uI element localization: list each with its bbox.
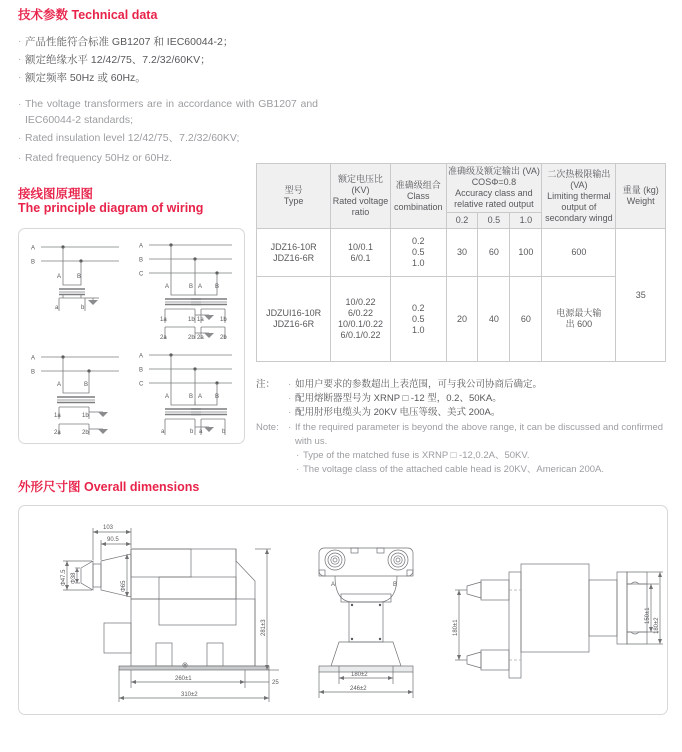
svg-text:a: a xyxy=(199,429,203,435)
svg-text:C: C xyxy=(139,381,144,388)
dimensions-svg xyxy=(19,506,667,714)
wiring-q4 xyxy=(139,353,232,435)
svg-text:B: B xyxy=(189,284,194,290)
bullet-text: 额定频率 50Hz 或 60Hz。 xyxy=(25,72,146,84)
technical-data-title-cn: 技术参数 xyxy=(18,8,69,22)
dim-25: 25 xyxy=(272,680,279,686)
wiring-q1 xyxy=(31,245,119,311)
cell-out-10: 60 xyxy=(510,277,542,362)
bullet-dot-icon: · xyxy=(288,407,292,418)
bullet-dot-icon: · xyxy=(18,54,22,65)
svg-text:B: B xyxy=(77,274,82,280)
svg-text:b: b xyxy=(222,429,226,435)
note-text: 配用熔断器型号为 XRNP □ -12 型，0.2、50KA。 xyxy=(295,393,502,404)
cell-out-10: 100 xyxy=(510,229,542,277)
dim-top-180-1: 180±1 xyxy=(453,619,459,636)
bullet-item xyxy=(18,96,318,128)
bullet-text: 额定绝缘水平 12/42/75、7.2/32/60KV； xyxy=(25,54,211,66)
notes-cn xyxy=(256,378,668,420)
wiring-diagram-panel xyxy=(18,228,245,444)
bullet-text: Rated frequency 50Hz or 60Hz. xyxy=(25,152,173,164)
spec-table xyxy=(256,163,666,362)
front-label-a: A xyxy=(331,582,336,588)
dimension-view-side xyxy=(61,525,279,702)
note-text: The voltage class of the attached cable head is 20KV、American 200A. xyxy=(303,464,605,475)
th-thermal: 二次热极限输出 (VA) Limiting thermal output of secondary wingd xyxy=(542,164,616,229)
th-sub-02: 0.2 xyxy=(446,213,478,229)
dim-top-150: 150±1 xyxy=(645,607,651,624)
svg-text:2a: 2a xyxy=(54,430,61,436)
svg-text:A: A xyxy=(139,353,144,360)
note-item xyxy=(296,449,668,463)
bullet-item xyxy=(18,130,318,148)
bullet-item xyxy=(18,33,318,51)
dim-phi38: Φ38 xyxy=(71,572,77,584)
dim-phi65: Φ65 xyxy=(121,580,127,592)
note-item xyxy=(288,392,668,406)
dim-90-5: 90.5 xyxy=(107,537,119,543)
svg-text:B: B xyxy=(215,394,220,400)
svg-text:a: a xyxy=(161,429,165,435)
dimension-view-front xyxy=(319,548,413,698)
svg-text:B: B xyxy=(189,394,194,400)
technical-data-bullets-en xyxy=(18,96,318,168)
svg-text:A: A xyxy=(57,382,62,388)
note-item xyxy=(296,463,668,477)
cell-thermal: 600 xyxy=(542,229,616,277)
dim-281: 281±3 xyxy=(261,619,267,636)
svg-text:A: A xyxy=(57,274,62,280)
dim-260: 260±1 xyxy=(175,676,192,682)
svg-text:1a: 1a xyxy=(197,317,204,323)
th-class: 准确级组合 Class combination xyxy=(390,164,446,229)
wiring-q2 xyxy=(139,243,232,341)
note-item xyxy=(288,378,668,392)
cell-out-02: 20 xyxy=(446,277,478,362)
wiring-diagram-title xyxy=(18,187,203,215)
bullet-dot-icon: · xyxy=(288,393,292,404)
wiring-title-en-line xyxy=(18,201,203,215)
svg-text:B: B xyxy=(215,284,220,290)
technical-data-section xyxy=(18,8,318,168)
svg-text:1a: 1a xyxy=(54,413,61,419)
bullet-dot-icon: · xyxy=(296,464,300,475)
svg-text:1b: 1b xyxy=(82,413,89,419)
svg-text:A: A xyxy=(31,355,36,362)
bullet-text: Rated insulation level 12/42/75、7.2/32/60KV; xyxy=(25,132,240,144)
th-type: 型号 Type xyxy=(257,164,331,229)
cell-out-05: 40 xyxy=(478,277,510,362)
svg-text:2b: 2b xyxy=(188,335,195,341)
notes-en xyxy=(256,421,668,477)
cell-ratio: 10/0.1 6/0.1 xyxy=(331,229,391,277)
svg-text:b: b xyxy=(190,429,194,435)
svg-text:b: b xyxy=(81,305,85,311)
cell-thermal: 电源最大输 出 600 xyxy=(542,277,616,362)
svg-text:C: C xyxy=(139,271,144,278)
table-row xyxy=(257,229,666,277)
svg-text:A: A xyxy=(198,394,203,400)
th-accuracy: 准确级及额定输出 (VA) COSΦ=0.8 Accuracy class and relative rated output xyxy=(446,164,542,213)
table-header-row-1 xyxy=(257,164,666,213)
cell-type: JDZ16-10R JDZ16-6R xyxy=(257,229,331,277)
svg-text:1b: 1b xyxy=(188,317,195,323)
svg-text:2b: 2b xyxy=(82,430,89,436)
svg-text:1a: 1a xyxy=(160,317,167,323)
cell-class: 0.2 0.5 1.0 xyxy=(390,277,446,362)
wiring-label-a: A xyxy=(31,245,36,252)
dim-103: 103 xyxy=(103,525,114,531)
bullet-text: The voltage transformers are in accordance with GB1207 and IEC60044-2 standards; xyxy=(25,98,318,126)
svg-text:B: B xyxy=(31,369,36,376)
dimensions-panel xyxy=(18,505,668,715)
technical-data-bullets-cn xyxy=(18,33,318,87)
notes-label-cn: 注： xyxy=(256,379,276,390)
wiring-title-en: The principle diagram of wiring xyxy=(18,201,204,215)
bullet-item xyxy=(18,69,318,87)
wiring-label-b: B xyxy=(31,259,36,266)
cell-weight: 35 xyxy=(616,229,666,362)
svg-text:2b: 2b xyxy=(220,335,227,341)
th-ratio: 额定电压比 (KV) Rated voltage ratio xyxy=(331,164,391,229)
bullet-text: 产品性能符合标准 GB1207 和 IEC60044-2； xyxy=(25,36,234,48)
wiring-title-cn-line xyxy=(18,187,203,201)
svg-text:2a: 2a xyxy=(160,335,167,341)
svg-text:A: A xyxy=(165,284,170,290)
cell-out-05: 60 xyxy=(478,229,510,277)
bullet-dot-icon: · xyxy=(18,72,22,83)
th-sub-05: 0.5 xyxy=(478,213,510,229)
svg-text:B: B xyxy=(84,382,89,388)
svg-text:2a: 2a xyxy=(197,335,204,341)
svg-text:1b: 1b xyxy=(220,317,227,323)
dimensions-title-en: Overall dimensions xyxy=(84,480,200,494)
bullet-dot-icon: · xyxy=(18,153,22,164)
dim-top-180-2: 180±2 xyxy=(654,617,660,634)
technical-data-title-en: Technical data xyxy=(71,8,158,22)
dim-front-246: 246±2 xyxy=(350,686,367,692)
bullet-dot-icon: · xyxy=(288,422,292,433)
note-item xyxy=(288,406,668,420)
bullet-dot-icon: · xyxy=(288,379,292,390)
cell-out-02: 30 xyxy=(446,229,478,277)
front-label-b: B xyxy=(393,582,398,588)
bullet-dot-icon: · xyxy=(18,99,22,110)
bullet-item xyxy=(18,51,318,69)
note-text: 如用户要求的参数超出上表范围，可与我公司协商后确定。 xyxy=(295,379,543,390)
specification-table xyxy=(256,163,666,362)
wiring-diagram-svg xyxy=(19,229,244,443)
bullet-dot-icon: · xyxy=(296,450,300,461)
svg-text:B: B xyxy=(139,257,144,264)
cell-class: 0.2 0.5 1.0 xyxy=(390,229,446,277)
svg-text:A: A xyxy=(198,284,203,290)
wiring-q3 xyxy=(31,355,119,436)
note-text: If the required parameter is beyond the above range, it can be discussed and confirmed with us. xyxy=(295,422,664,447)
dimension-view-top xyxy=(453,564,663,678)
svg-text:B: B xyxy=(139,367,144,374)
cell-ratio: 10/0.22 6/0.22 10/0.1/0.22 6/0.1/0.22 xyxy=(331,277,391,362)
dimensions-title xyxy=(18,480,199,494)
notes-label-en: Note: xyxy=(256,422,279,433)
dim-phi475: Φ47.5 xyxy=(61,569,67,586)
notes-block xyxy=(256,378,668,477)
th-weight: 重量 (kg) Weight xyxy=(616,164,666,229)
dim-310: 310±2 xyxy=(181,692,198,698)
dimensions-title-cn: 外形尺寸图 xyxy=(18,480,81,494)
bullet-dot-icon: · xyxy=(18,36,22,47)
svg-text:A: A xyxy=(139,243,144,250)
table-row xyxy=(257,277,666,362)
bullet-dot-icon: · xyxy=(18,133,22,144)
dim-front-180: 180±2 xyxy=(351,672,368,678)
note-item xyxy=(288,421,668,449)
cell-type: JDZUI16-10R JDZ16-6R xyxy=(257,277,331,362)
th-sub-10: 1.0 xyxy=(510,213,542,229)
technical-data-title xyxy=(18,8,318,22)
svg-text:a: a xyxy=(55,305,59,311)
note-text: 配用肘形电缆头为 20KV 电压等级、美式 200A。 xyxy=(295,407,501,418)
svg-text:A: A xyxy=(165,394,170,400)
wiring-title-cn: 接线图原理图 xyxy=(18,187,94,201)
note-text: Type of the matched fuse is XRNP □ -12,0.2A、50KV. xyxy=(303,450,530,461)
